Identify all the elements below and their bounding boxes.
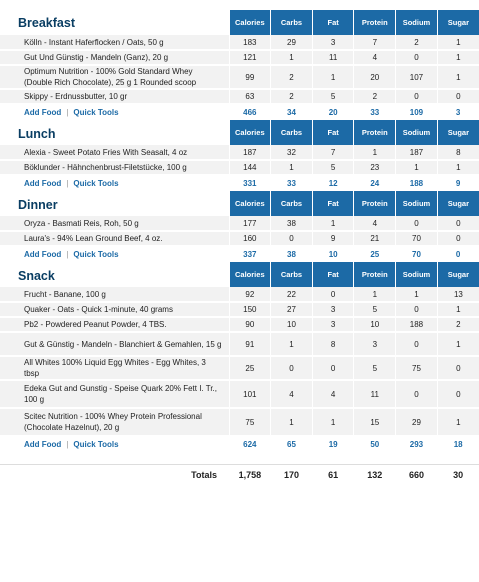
food-entry-sodium: 0 (396, 50, 438, 65)
food-entry-protein: 3 (354, 332, 396, 356)
food-entry-carbs: 1 (271, 50, 313, 65)
food-entry-fat: 9 (312, 231, 354, 246)
lunch-footer-row (0, 175, 479, 191)
food-entry-row[interactable] (0, 145, 479, 160)
daily-totals-row (0, 464, 479, 486)
dinner-total-sodium: 70 (412, 250, 421, 259)
food-entry-sodium: 107 (396, 65, 438, 89)
link-separator: | (66, 108, 69, 117)
column-header-sodium[interactable]: Sodium (396, 120, 438, 145)
food-entry-fat: 5 (312, 89, 354, 104)
food-entry-fat: 0 (312, 356, 354, 380)
breakfast-total-carbs: 34 (287, 108, 296, 117)
snack-footer-row (0, 436, 479, 452)
dinner-total-sugar: 0 (455, 250, 461, 259)
daily-total-fat: 61 (312, 464, 354, 486)
food-entry-sodium: 0 (396, 380, 438, 408)
food-entry-carbs: 4 (271, 380, 313, 408)
food-entry-protein: 21 (354, 231, 396, 246)
breakfast-total-calories: 466 (243, 108, 257, 117)
food-entry-fat: 8 (312, 332, 354, 356)
food-entry-calories: 160 (229, 231, 271, 246)
column-header-calories[interactable]: Calories (229, 191, 271, 216)
dinner-total-fat: 10 (328, 250, 338, 259)
food-entry-sugar: 1 (437, 50, 479, 65)
food-entry-sugar: 0 (437, 216, 479, 231)
snack-actions (0, 436, 229, 452)
food-entry-name[interactable]: Scitec Nutrition - 100% Whey Protein Professional (Chocolate Hazelnut), 20 g (0, 408, 229, 436)
daily-total-sodium: 660 (396, 464, 438, 486)
food-entry-sodium: 29 (396, 408, 438, 436)
food-entry-sugar: 1 (437, 408, 479, 436)
column-header-sugar[interactable]: Sugar (437, 120, 479, 145)
snack-total-sugar: 18 (453, 440, 463, 449)
lunch-total-protein: 24 (370, 179, 380, 188)
food-entry-row[interactable] (0, 50, 479, 65)
column-header-sugar[interactable]: Sugar (437, 10, 479, 35)
food-entry-carbs: 29 (271, 35, 313, 50)
food-entry-sodium: 75 (396, 356, 438, 380)
column-header-carbs[interactable]: Carbs (271, 191, 313, 216)
column-header-protein[interactable]: Protein (354, 262, 396, 287)
food-entry-name[interactable]: Skippy - Erdnussbutter, 10 gr (0, 89, 229, 104)
food-entry-row[interactable] (0, 231, 479, 246)
food-entry-name[interactable]: Pb2 - Powdered Peanut Powder, 4 TBS. (0, 317, 229, 332)
food-entry-sodium: 187 (396, 145, 438, 160)
food-entry-row[interactable] (0, 216, 479, 231)
food-entry-calories: 99 (229, 65, 271, 89)
food-entry-row[interactable] (0, 332, 479, 356)
breakfast-header-row (0, 10, 479, 35)
food-entry-fat: 0 (312, 287, 354, 302)
food-entry-sodium: 1 (396, 287, 438, 302)
food-entry-carbs: 0 (271, 231, 313, 246)
food-entry-fat: 3 (312, 35, 354, 50)
food-entry-sugar: 0 (437, 231, 479, 246)
column-header-protein[interactable]: Protein (354, 120, 396, 145)
food-entry-fat: 3 (312, 302, 354, 317)
column-header-sugar[interactable]: Sugar (437, 191, 479, 216)
breakfast-footer-row (0, 104, 479, 120)
food-entry-protein: 20 (354, 65, 396, 89)
link-separator: | (66, 179, 69, 188)
food-entry-row[interactable] (0, 89, 479, 104)
food-entry-carbs: 2 (271, 89, 313, 104)
food-entry-calories: 187 (229, 145, 271, 160)
snack-total-carbs: 65 (287, 440, 296, 449)
food-entry-sugar: 2 (437, 317, 479, 332)
food-entry-sodium: 188 (396, 317, 438, 332)
food-entry-carbs: 32 (271, 145, 313, 160)
food-entry-calories: 25 (229, 356, 271, 380)
column-header-fat[interactable]: Fat (312, 10, 354, 35)
snack-header-row (0, 262, 479, 287)
food-entry-name[interactable]: Gut & Günstig - Mandeln - Blanchiert & Gemahlen, 15 g (0, 332, 229, 356)
column-header-calories[interactable]: Calories (229, 262, 271, 287)
food-entry-protein: 11 (354, 380, 396, 408)
quick-tools-link[interactable]: Quick Tools (73, 179, 119, 188)
food-entry-row[interactable] (0, 287, 479, 302)
food-entry-calories: 144 (229, 160, 271, 175)
food-entry-sodium: 0 (396, 216, 438, 231)
breakfast-title: Breakfast (18, 15, 75, 30)
add-food-link[interactable]: Add Food (24, 440, 62, 449)
food-entry-name[interactable]: Alexia - Sweet Potato Fries With Seasalt, 4 oz (0, 145, 229, 160)
food-entry-name[interactable]: Edeka Gut and Gunstig - Speise Quark 20% Fett I. Tr., 100 g (0, 380, 229, 408)
food-entry-sodium: 2 (396, 35, 438, 50)
column-header-calories[interactable]: Calories (229, 120, 271, 145)
dinner-header-row (0, 191, 479, 216)
snack-total-sodium: 293 (409, 440, 424, 449)
food-entry-carbs: 1 (271, 332, 313, 356)
food-entry-row[interactable] (0, 380, 479, 408)
food-entry-protein: 15 (354, 408, 396, 436)
column-header-protein[interactable]: Protein (354, 191, 396, 216)
food-entry-sodium: 0 (396, 332, 438, 356)
food-entry-sugar: 1 (437, 65, 479, 89)
food-entry-name[interactable]: Frucht - Banane, 100 g (0, 287, 229, 302)
food-entry-calories: 75 (229, 408, 271, 436)
top-spacer (0, 0, 479, 10)
food-entry-calories: 177 (229, 216, 271, 231)
food-entry-sugar: 1 (437, 160, 479, 175)
food-entry-name[interactable]: Optimum Nutrition - 100% Gold Standard Whey (Double Rich Chocolate), 25 g 1 Rounded scoop (0, 65, 229, 89)
food-entry-name[interactable]: Quaker - Oats - Quick 1-minute, 40 grams (0, 302, 229, 317)
food-entry-calories: 101 (229, 380, 271, 408)
daily-total-carbs: 170 (271, 464, 313, 486)
lunch-header-row (0, 120, 479, 145)
food-entry-row[interactable] (0, 160, 479, 175)
lunch-total-sugar: 9 (455, 179, 461, 188)
lunch-total-carbs: 33 (287, 179, 296, 188)
food-entry-calories: 90 (229, 317, 271, 332)
food-entry-protein: 23 (354, 160, 396, 175)
lunch-total-fat: 12 (328, 179, 338, 188)
quick-tools-link[interactable]: Quick Tools (73, 250, 119, 259)
dinner-total-protein: 25 (370, 250, 380, 259)
food-entry-sugar: 0 (437, 89, 479, 104)
add-food-link[interactable]: Add Food (24, 250, 62, 259)
column-header-carbs[interactable]: Carbs (271, 262, 313, 287)
food-entry-carbs: 1 (271, 160, 313, 175)
column-header-calories[interactable]: Calories (229, 10, 271, 35)
breakfast-total-fat: 20 (328, 108, 338, 117)
food-entry-name[interactable]: Gut Und Günstig - Mandeln (Ganz), 20 g (0, 50, 229, 65)
daily-total-protein: 132 (354, 464, 396, 486)
food-entry-protein: 5 (354, 302, 396, 317)
column-header-sodium[interactable]: Sodium (396, 10, 438, 35)
snack-total-protein: 50 (370, 440, 380, 449)
column-header-carbs[interactable]: Carbs (271, 10, 313, 35)
food-entry-sodium: 0 (396, 89, 438, 104)
food-entry-fat: 1 (312, 408, 354, 436)
lunch-actions (0, 175, 229, 191)
food-entry-protein: 2 (354, 89, 396, 104)
food-entry-fat: 7 (312, 145, 354, 160)
breakfast-total-sugar: 3 (455, 108, 461, 117)
daily-total-sugar: 30 (437, 464, 479, 486)
lunch-total-calories: 331 (243, 179, 257, 188)
breakfast-total-protein: 33 (370, 108, 380, 117)
food-entry-row[interactable] (0, 302, 479, 317)
add-food-link[interactable]: Add Food (24, 179, 62, 188)
food-entry-sodium: 1 (396, 160, 438, 175)
food-entry-protein: 7 (354, 35, 396, 50)
snack-total-fat: 19 (328, 440, 338, 449)
food-entry-sugar: 1 (437, 332, 479, 356)
food-entry-fat: 3 (312, 317, 354, 332)
link-separator: | (66, 440, 69, 449)
food-entry-row[interactable] (0, 65, 479, 89)
link-separator: | (66, 250, 69, 259)
food-entry-row[interactable] (0, 356, 479, 380)
breakfast-total-sodium: 109 (409, 108, 424, 117)
food-entry-carbs: 1 (271, 408, 313, 436)
food-entry-carbs: 22 (271, 287, 313, 302)
food-entry-carbs: 27 (271, 302, 313, 317)
food-entry-carbs: 10 (271, 317, 313, 332)
food-entry-protein: 1 (354, 287, 396, 302)
food-entry-sugar: 1 (437, 35, 479, 50)
column-header-fat[interactable]: Fat (312, 120, 354, 145)
food-entry-row[interactable] (0, 35, 479, 50)
column-header-sodium[interactable]: Sodium (396, 191, 438, 216)
dinner-total-calories: 337 (243, 250, 257, 259)
column-header-fat[interactable]: Fat (312, 262, 354, 287)
food-entry-name[interactable]: All Whites 100% Liquid Egg Whites - Egg Whites, 3 tbsp (0, 356, 229, 380)
dinner-footer-row (0, 246, 479, 262)
food-entry-name[interactable]: Kölln - Instant Haferflocken / Oats, 50 g (0, 35, 229, 50)
lunch-total-sodium: 188 (409, 179, 424, 188)
dinner-actions (0, 246, 229, 262)
food-entry-protein: 4 (354, 216, 396, 231)
food-entry-protein: 10 (354, 317, 396, 332)
food-entry-sugar: 13 (437, 287, 479, 302)
food-entry-fat: 5 (312, 160, 354, 175)
quick-tools-link[interactable]: Quick Tools (73, 108, 119, 117)
dinner-title: Dinner (18, 198, 58, 212)
food-entry-calories: 92 (229, 287, 271, 302)
food-entry-calories: 183 (229, 35, 271, 50)
food-entry-fat: 11 (312, 50, 354, 65)
column-header-sugar[interactable]: Sugar (437, 262, 479, 287)
food-entry-fat: 4 (312, 380, 354, 408)
food-entry-fat: 1 (312, 65, 354, 89)
food-entry-row[interactable] (0, 317, 479, 332)
totals-label: Totals (0, 464, 229, 486)
food-entry-calories: 150 (229, 302, 271, 317)
food-entry-calories: 63 (229, 89, 271, 104)
food-entry-protein: 5 (354, 356, 396, 380)
column-header-sodium[interactable]: Sodium (396, 262, 438, 287)
food-entry-carbs: 38 (271, 216, 313, 231)
food-entry-sodium: 70 (396, 231, 438, 246)
column-header-fat[interactable]: Fat (312, 191, 354, 216)
dinner-total-carbs: 38 (287, 250, 296, 259)
food-entry-sugar: 0 (437, 380, 479, 408)
snack-total-calories: 624 (243, 440, 257, 449)
food-entry-sugar: 8 (437, 145, 479, 160)
food-entry-name[interactable]: Laura's - 94% Lean Ground Beef, 4 oz. (0, 231, 229, 246)
daily-total-calories: 1,758 (229, 464, 271, 486)
food-entry-protein: 4 (354, 50, 396, 65)
food-entry-carbs: 2 (271, 65, 313, 89)
food-entry-calories: 91 (229, 332, 271, 356)
food-entry-fat: 1 (312, 216, 354, 231)
add-food-link[interactable]: Add Food (24, 108, 62, 117)
snack-title: Snack (18, 269, 55, 283)
food-entry-row[interactable] (0, 408, 479, 436)
breakfast-actions (0, 104, 229, 120)
food-entry-sodium: 0 (396, 302, 438, 317)
quick-tools-link[interactable]: Quick Tools (73, 440, 119, 449)
food-entry-carbs: 0 (271, 356, 313, 380)
column-header-carbs[interactable]: Carbs (271, 120, 313, 145)
food-entry-name[interactable]: Böklunder - Hähnchenbrust-Filetstücke, 100 g (0, 160, 229, 175)
food-entry-sugar: 0 (437, 356, 479, 380)
food-entry-protein: 1 (354, 145, 396, 160)
column-header-protein[interactable]: Protein (354, 10, 396, 35)
totals-spacer (0, 452, 479, 464)
food-entry-sugar: 1 (437, 302, 479, 317)
lunch-title: Lunch (18, 127, 56, 141)
food-entry-calories: 121 (229, 50, 271, 65)
food-entry-name[interactable]: Oryza - Basmati Reis, Roh, 50 g (0, 216, 229, 231)
